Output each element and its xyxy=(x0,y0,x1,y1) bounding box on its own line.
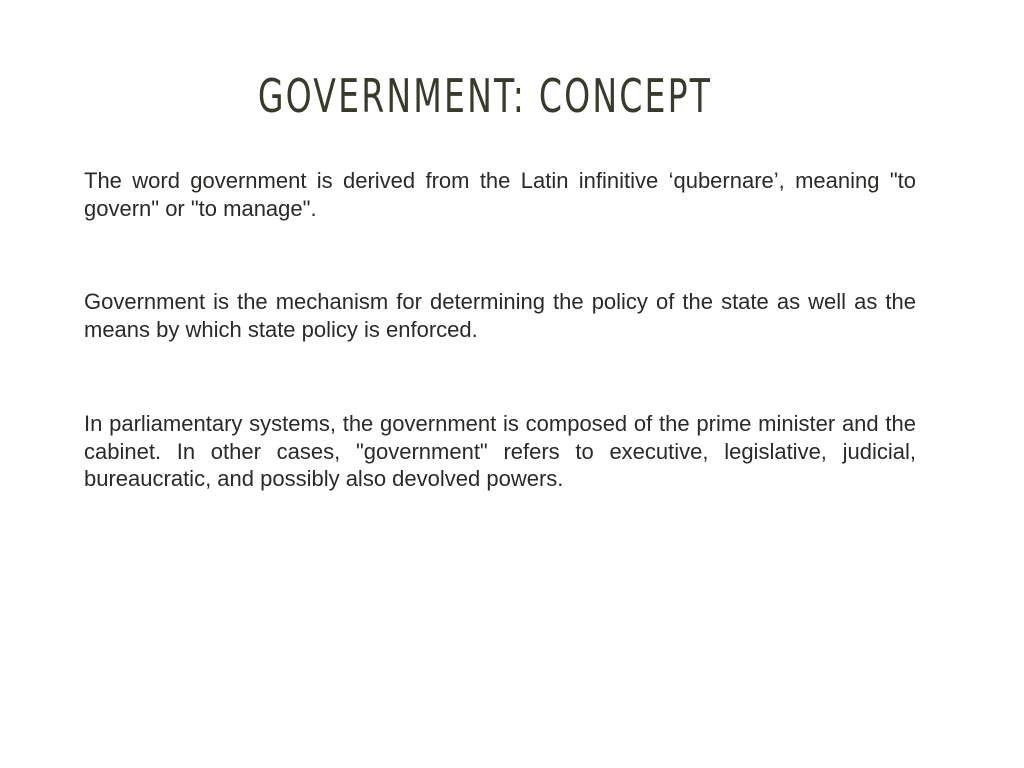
paragraph-mechanism: Government is the mechanism for determining the policy of the state as well as the means by which state policy is enforced. xyxy=(84,289,916,342)
paragraph-parliamentary-systems: In parliamentary systems, the government is composed of the prime minister and the cabinet. In other cases, "government" refers to executive, legislative, judicial, bureaucratic, and possibly also devolved powers. xyxy=(84,411,916,491)
slide-title: GOVERNMENT: CONCEPT xyxy=(257,69,713,123)
paragraph-etymology: The word government is derived from the Latin infinitive ‘qubernare’, meaning "to govern" or "to manage". xyxy=(84,168,916,221)
